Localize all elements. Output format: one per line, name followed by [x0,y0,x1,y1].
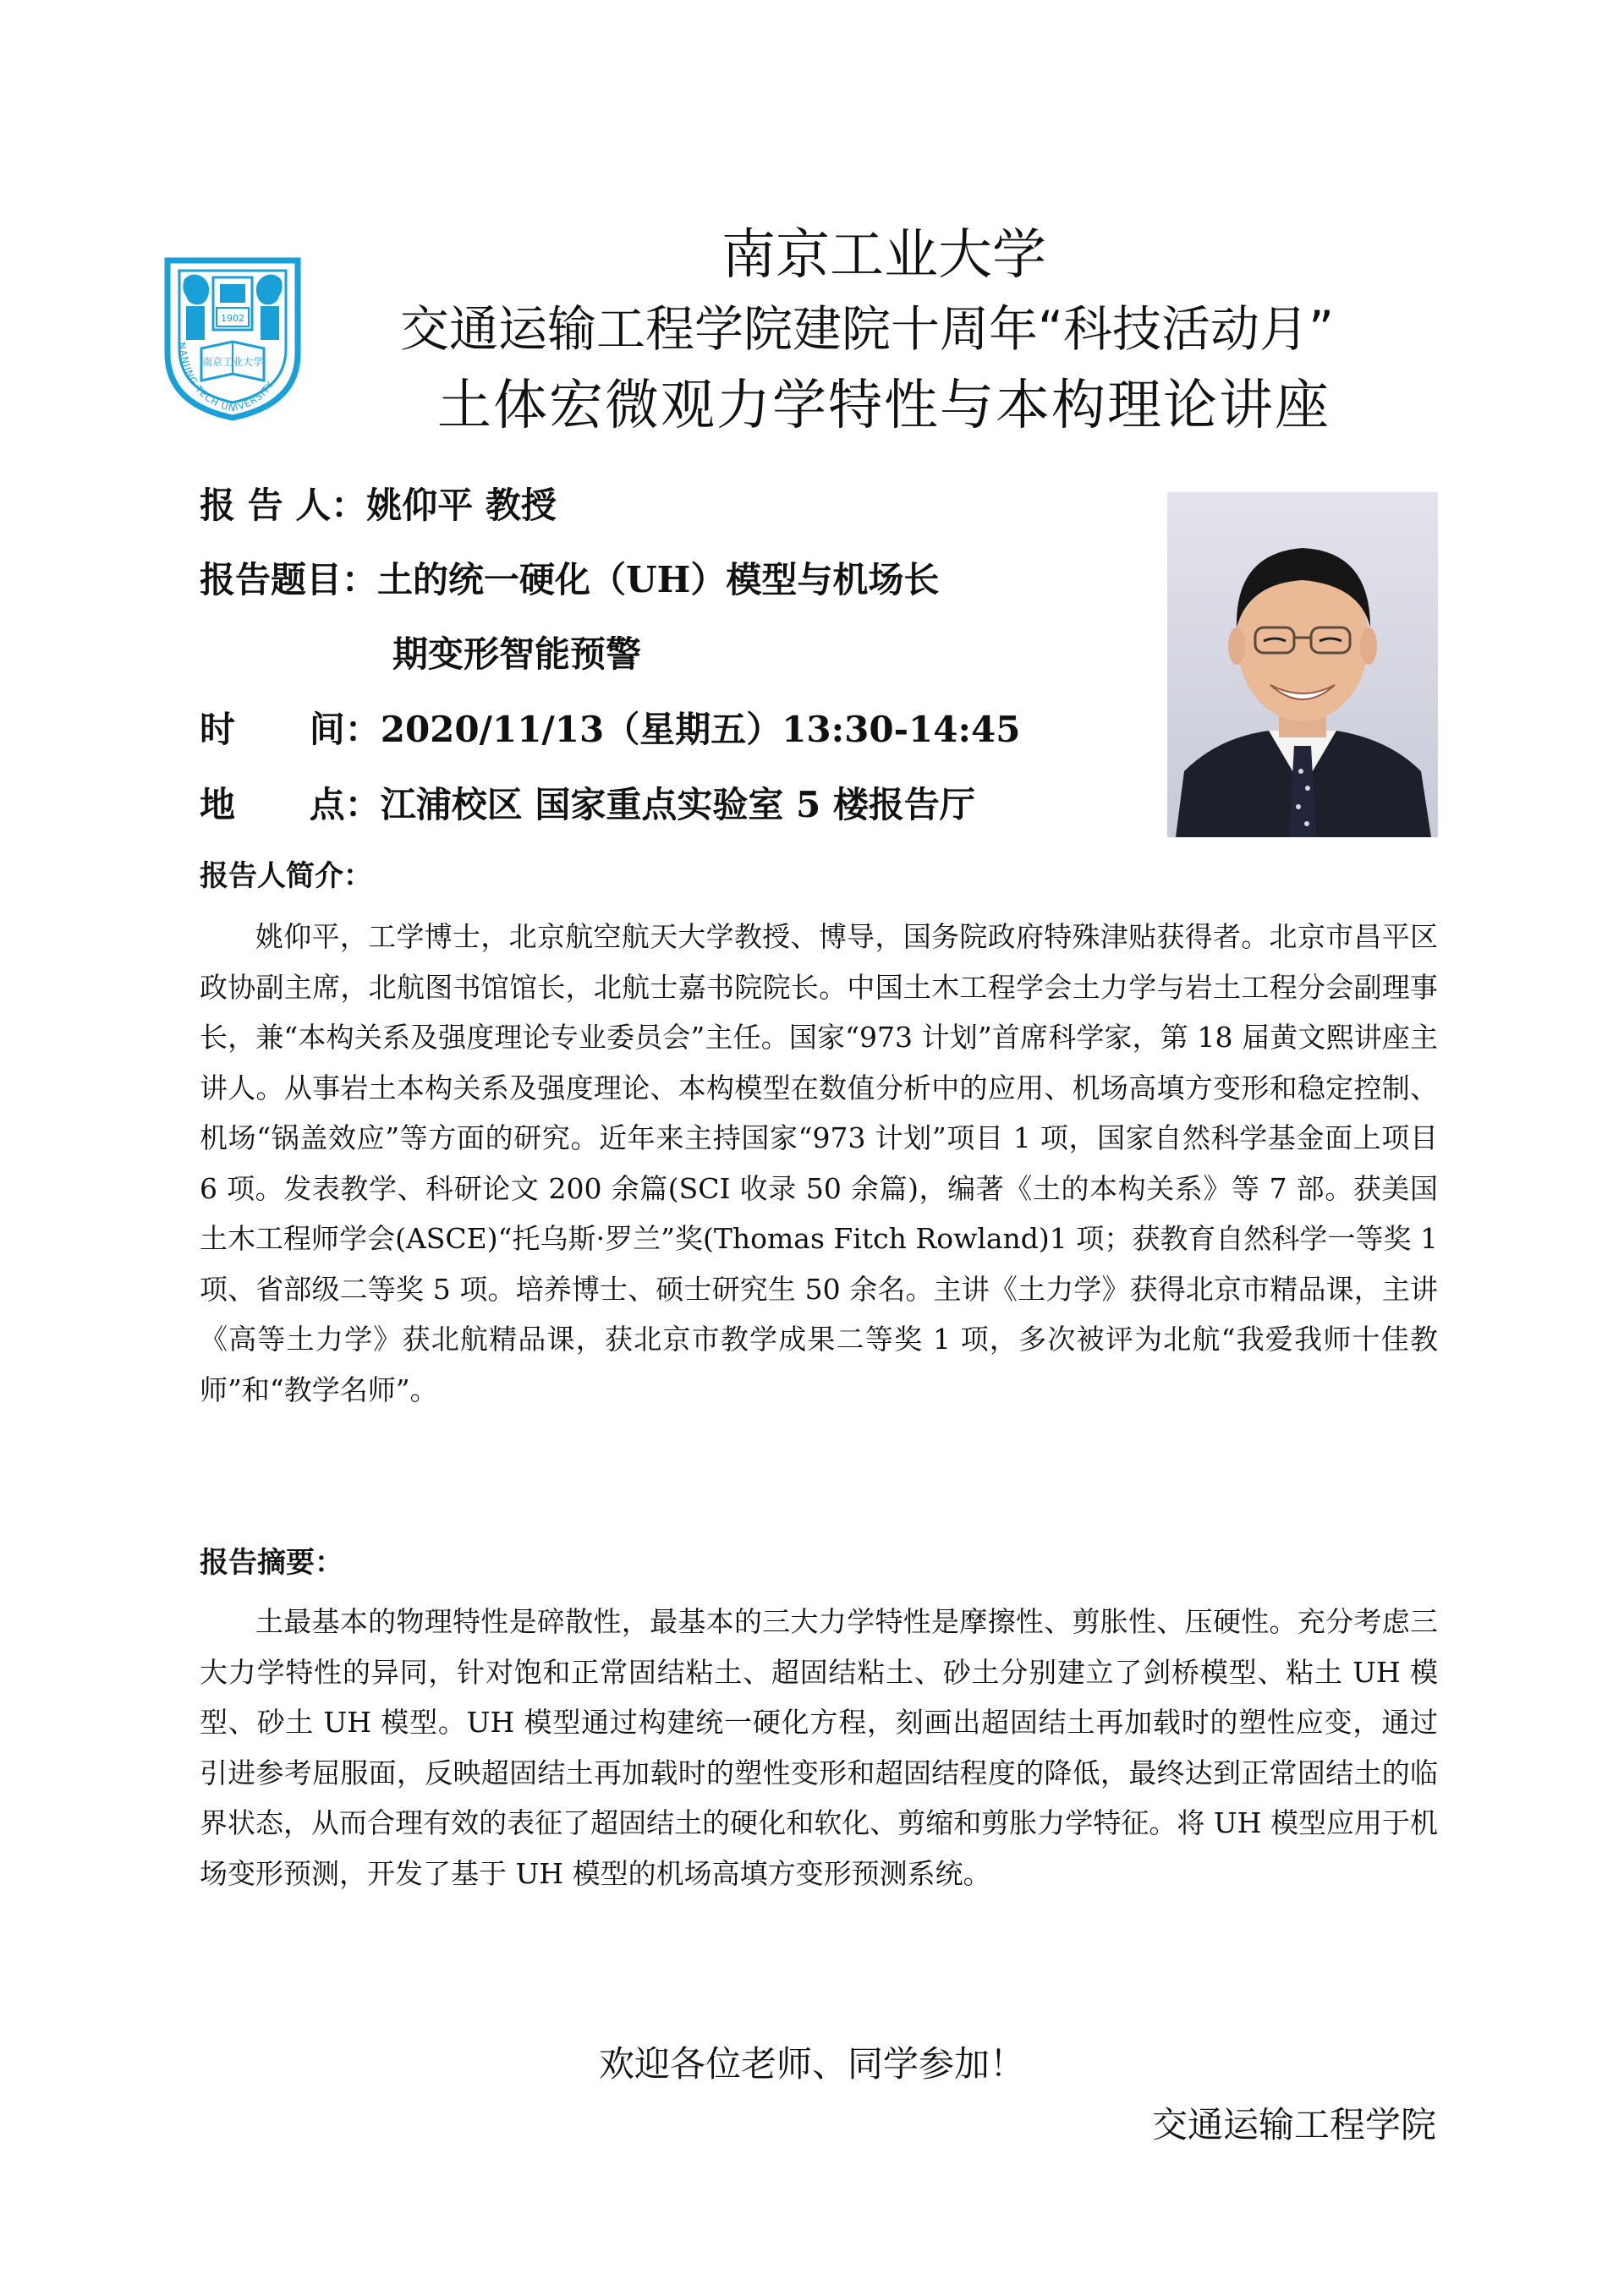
speaker-photo [1167,492,1438,837]
topic-line1: 土的统一硬化（UH）模型与机场长 [377,559,940,600]
bio-heading: 报告人简介： [200,859,372,893]
abstract-text: 土最基本的物理特性是碎散性，最基本的三大力学特性是摩擦性、剪胀性、压硬性。充分考虑三大力学特性的异同，针对饱和正常固结粘土、超固结粘土、砂土分别建立了剑桥模型、粘土 UH 模型、砂土 UH 模型。UH 模型通过构建统一硬化方程，刻画出超固结土再加载时的塑性应变，通过引进参考屈服面，反映超固结土再加载时的塑性变形和超固结程度的降低，最终达到正常固结土的临界状态，从而合理有效的表征了超固结土的硬化和软化、剪缩和剪胀力学特征。将 UH 模型应用于机场变形预测，开发了基于 UH 模型的机场高填方变形预测系统。 [200,1605,1438,1890]
place-value: 江浦校区 国家重点实验室 5 楼报告厅 [380,784,975,825]
university-name: 南京工业大学 [721,224,1046,287]
abstract-heading: 报告摘要： [200,1546,343,1580]
topic-label: 报告题目： [200,559,378,600]
logo-year: 1902 [221,313,244,324]
topic-row [200,552,939,603]
speaker-label: 报 告 人： [200,485,367,526]
lecture-title: 土体宏微观力学特性与本构理论讲座 [437,375,1330,437]
bio-text: 姚仰平，工学博士，北京航空航天大学教授、博导，国务院政府特殊津贴获得者。北京市昌平区政协副主席，北航图书馆馆长，北航士嘉书院院长。中国土木工程学会土力学与岩土工程分会副理事长，兼“本构关系及强度理论专业委员会”主任。国家“973 计划”首席科学家，第 18 届黄文熙讲座主讲人。从事岩土本构关系及强度理论、本构模型在数值分析中的应用、机场高填方变形和稳定控制、机场“锅盖效应”等方面的研究。近年来主持国家“973 计划”项目 1 项，国家自然科学基金面上项目 6 项。发表教学、科研论文 200 余篇(SCI 收录 50 余篇)，编著《土的本构关系》等 7 部。获美国土木工程师学会(ASCE)“托乌斯·罗兰”奖(Thomas Fitch Rowland)1 项；获教育自然科学一等奖 1 项、省部级二等奖 5 项。培养博士、硕士研究生 50 余名。主讲《土力学》获得北京市精品课，主讲《高等土力学》获北航精品课，获北京市教学成果二等奖 1 项，多次被评为北航“我爱我师十佳教师”和“教学名师”。 [200,920,1438,1406]
speaker-value: 姚仰平 教授 [366,485,557,526]
time-value: 2020/11/13（星期五）13:30-14:45 [380,709,1021,750]
event-title: 交通运输工程学院建院十周年“科技活动月” [399,300,1335,358]
place-label: 地 点： [200,784,381,825]
organizer-signature: 交通运输工程学院 [1151,2104,1436,2145]
logo-chinese: 南京工业大学 [201,356,264,368]
logo-arc-text: NANJING TECH UNIVERSITY [176,341,277,414]
topic-line2: 期变形智能预警 [392,633,642,675]
speaker-row [200,478,557,529]
welcome-message: 欢迎各位老师、同学参加！ [598,2043,1025,2085]
time-row [200,702,1020,753]
title-block [304,218,1463,447]
place-row [200,777,975,828]
time-label: 时 间： [200,709,381,750]
